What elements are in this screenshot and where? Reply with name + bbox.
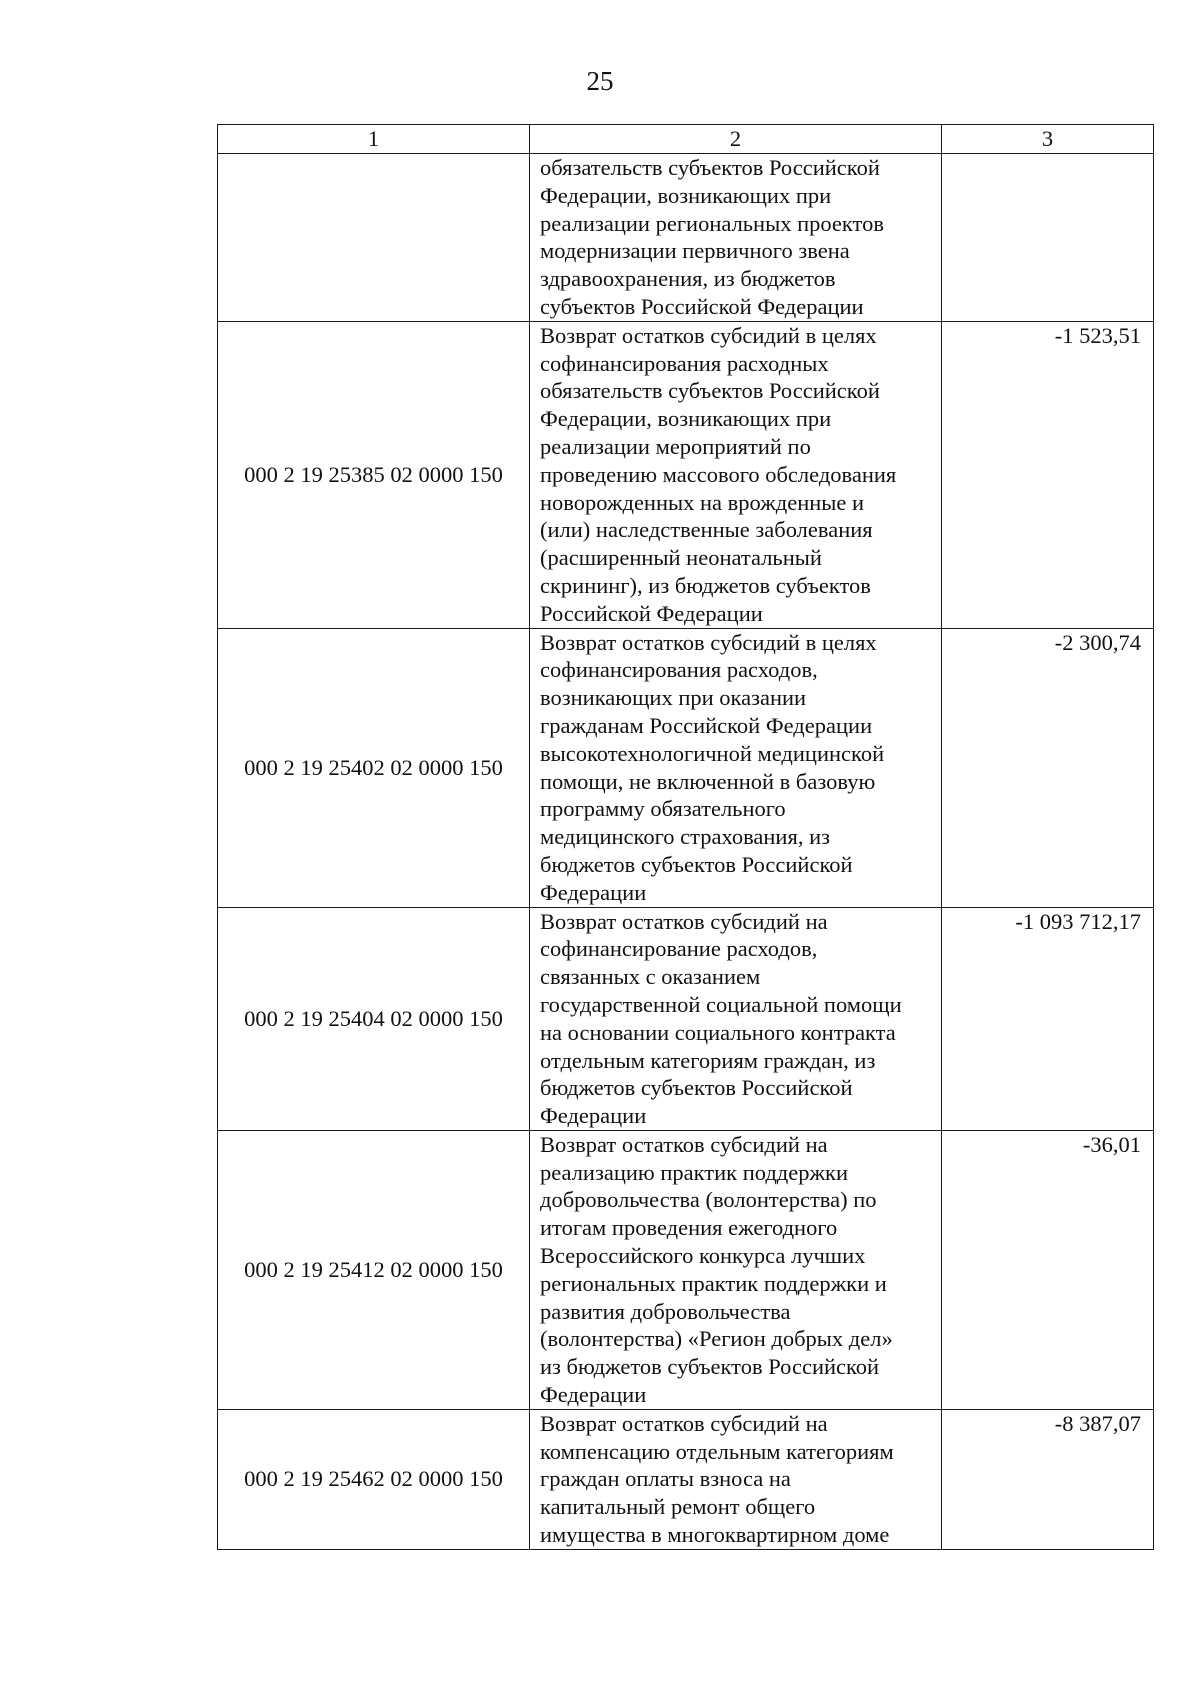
description-line: субъектов Российской Федерации <box>540 293 864 319</box>
page-number: 25 <box>586 66 614 96</box>
description-line: высокотехнологичной медицинской <box>540 740 885 766</box>
table-row <box>218 628 1154 907</box>
description-line: Федерации, возникающих при <box>540 406 832 432</box>
budget-code-cell: 000 2 19 25404 02 0000 150 <box>218 907 530 1130</box>
budget-code-cell <box>218 154 530 322</box>
description-line: бюджетов субъектов Российской <box>540 1075 853 1101</box>
description-cell <box>530 1409 942 1549</box>
description-line: реализации мероприятий по <box>540 433 811 459</box>
description-cell <box>530 154 942 322</box>
description-line: софинансирование расходов, <box>540 936 818 962</box>
description-line: связанных с оказанием <box>540 964 761 990</box>
description-line: имущества в многоквартирном доме <box>540 1522 890 1548</box>
amount-cell <box>942 154 1154 322</box>
amount-cell: -1 093 712,17 <box>942 907 1154 1130</box>
description-cell <box>530 321 942 628</box>
description-cell <box>530 1130 942 1409</box>
amount-cell: -1 523,51 <box>942 321 1154 628</box>
description-line: модернизации первичного звена <box>540 238 850 264</box>
description-line: софинансирования расходов, <box>540 657 818 683</box>
description-line: отдельным категориям граждан, из <box>540 1047 876 1073</box>
description-line: обязательств субъектов Российской <box>540 155 880 180</box>
description-line: новорожденных на врожденные и <box>540 489 865 515</box>
description-line: реализацию практик поддержки <box>540 1159 848 1185</box>
amount-cell: -2 300,74 <box>942 628 1154 907</box>
description-line: бюджетов субъектов Российской <box>540 851 853 877</box>
description-line: софинансирования расходных <box>540 350 829 376</box>
table-row <box>218 1409 1154 1549</box>
description-line: Федерации, возникающих при <box>540 182 832 208</box>
description-line: Возврат остатков субсидий на <box>540 1131 828 1157</box>
description-line: (или) наследственные заболевания <box>540 517 873 543</box>
description-line: программу обязательного <box>540 796 786 822</box>
description-line: граждан оплаты взноса на <box>540 1466 791 1492</box>
description-line: медицинского страхования, из <box>540 824 831 850</box>
description-line: региональных практик поддержки и <box>540 1270 887 1296</box>
column-header-3: 3 <box>942 125 1154 154</box>
description-line: Возврат остатков субсидий на <box>540 908 828 934</box>
description-cell <box>530 907 942 1130</box>
description-line: государственной социальной помощи <box>540 991 902 1017</box>
description-line: скрининг), из бюджетов субъектов <box>540 572 871 598</box>
table-body <box>218 154 1154 1550</box>
description-line: Российской Федерации <box>540 600 763 626</box>
description-cell <box>530 628 942 907</box>
table-row <box>218 907 1154 1130</box>
table-row <box>218 154 1154 322</box>
description-line: на основании социального контракта <box>540 1019 896 1045</box>
column-header-2: 2 <box>530 125 942 154</box>
table-header-row <box>218 125 1154 154</box>
table-row <box>218 1130 1154 1409</box>
description-line: из бюджетов субъектов Российской <box>540 1354 880 1380</box>
description-line: добровольчества (волонтерства) по <box>540 1187 877 1213</box>
description-line: развития добровольчества <box>540 1298 791 1324</box>
description-line: капитальный ремонт общего <box>540 1494 816 1520</box>
description-line: здравоохранения, из бюджетов <box>540 266 836 292</box>
budget-code-cell: 000 2 19 25462 02 0000 150 <box>218 1409 530 1549</box>
description-line: (волонтерства) «Регион добрых дел» <box>540 1326 893 1352</box>
description-line: гражданам Российской Федерации <box>540 712 873 738</box>
table-row <box>218 321 1154 628</box>
budget-code-cell: 000 2 19 25385 02 0000 150 <box>218 321 530 628</box>
budget-code-cell: 000 2 19 25402 02 0000 150 <box>218 628 530 907</box>
description-line: обязательств субъектов Российской <box>540 378 880 404</box>
description-line: итогам проведения ежегодного <box>540 1215 838 1241</box>
column-header-1: 1 <box>218 125 530 154</box>
description-line: Всероссийского конкурса лучших <box>540 1243 866 1269</box>
description-line: возникающих при оказании <box>540 685 807 711</box>
amount-cell: -8 387,07 <box>942 1409 1154 1549</box>
amount-cell: -36,01 <box>942 1130 1154 1409</box>
description-line: Возврат остатков субсидий на <box>540 1410 828 1436</box>
budget-return-table <box>217 124 1154 1550</box>
description-line: Федерации <box>540 1382 647 1408</box>
description-line: Федерации <box>540 1103 647 1129</box>
budget-code-cell: 000 2 19 25412 02 0000 150 <box>218 1130 530 1409</box>
description-line: Возврат остатков субсидий в целях <box>540 322 877 348</box>
description-line: компенсацию отдельным категориям <box>540 1438 894 1464</box>
description-line: Федерации <box>540 879 647 905</box>
description-line: (расширенный неонатальный <box>540 545 822 571</box>
description-line: Возврат остатков субсидий в целях <box>540 629 877 655</box>
description-line: помощи, не включенной в базовую <box>540 768 876 794</box>
description-line: реализации региональных проектов <box>540 210 884 236</box>
description-line: проведению массового обследования <box>540 461 897 487</box>
